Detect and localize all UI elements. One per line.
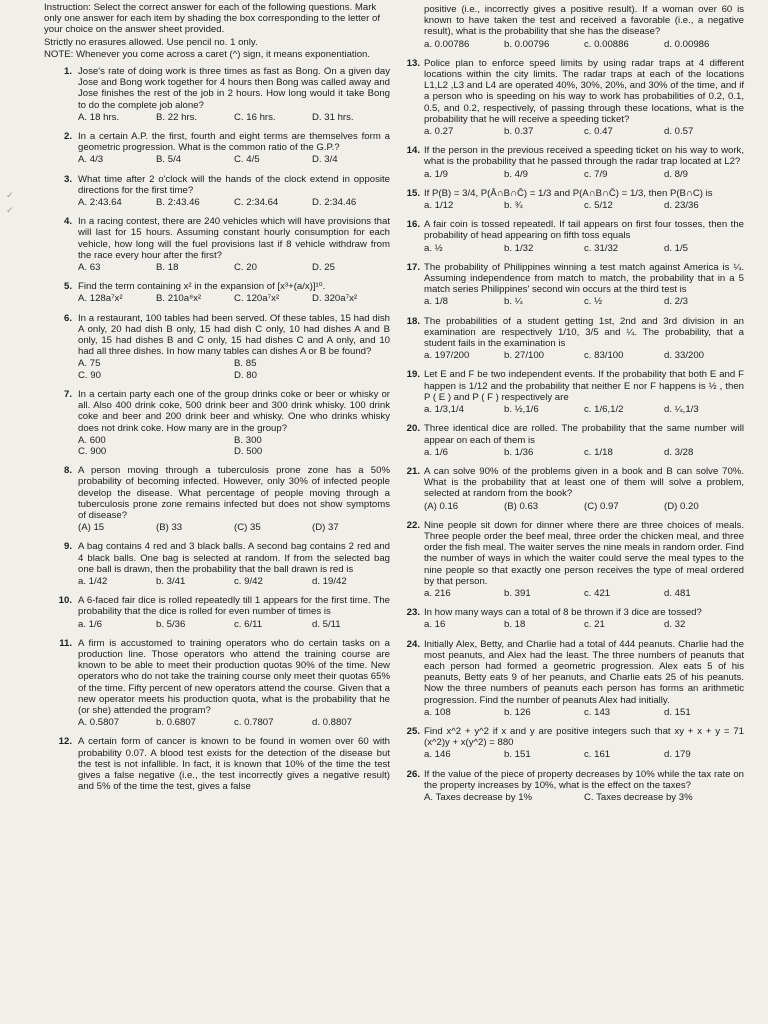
question-text: If P(B) = 3/4, P(Ā∩B∩C̄) = 1/3 and P(A∩B∩C̄) = 1/3, then P(B∩C) is xyxy=(424,187,713,199)
answer-choice: a. 1/6 xyxy=(424,446,449,458)
answer-choices xyxy=(424,447,744,458)
question-item xyxy=(404,316,744,362)
answer-choice: (B) 33 xyxy=(156,522,183,534)
question-item xyxy=(404,423,744,458)
answer-choices xyxy=(424,39,744,50)
answer-choice: c. 7/9 xyxy=(584,168,608,180)
answer-choice: C. 120a⁷x² xyxy=(234,293,280,305)
answer-choice: a. 146 xyxy=(424,749,451,761)
left-question-list xyxy=(44,66,390,792)
right-column xyxy=(404,0,744,811)
answer-choices xyxy=(78,576,390,587)
answer-choice: c. 143 xyxy=(584,706,611,718)
question-item xyxy=(404,58,744,137)
answer-choices xyxy=(78,112,390,123)
question-number: 1. xyxy=(63,66,72,78)
answer-choice: b. 5/36 xyxy=(156,618,186,630)
answer-choices xyxy=(424,296,744,307)
answer-choice: d. 1/5 xyxy=(664,242,689,254)
answer-choice: a. 0.00786 xyxy=(424,38,470,50)
question-number: 5. xyxy=(63,281,72,293)
answer-choice: c. 31/32 xyxy=(584,242,619,254)
instruction-line: Instruction: Select the correct answer for each of the following questions. Mark only one answer for each item by shading the box corresponding to the letter of your choice on the answer sheet provided. xyxy=(44,2,380,36)
answer-choice: c. 0.00886 xyxy=(584,38,629,50)
question-number: 26. xyxy=(406,768,420,780)
answer-choice: C. 2:34.64 xyxy=(234,197,279,209)
question-text: A fair coin is tossed repeatedl. If tail appears on first four tosses, then the probability of head appearing on fifth toss equals xyxy=(424,219,744,242)
right-question-list xyxy=(404,4,744,803)
answer-choice: d. 179 xyxy=(664,749,691,761)
answer-choice: a. ½ xyxy=(424,242,443,254)
question-item xyxy=(404,466,744,512)
question-item xyxy=(44,595,390,630)
question-item xyxy=(404,639,744,718)
question-item xyxy=(44,174,390,209)
left-column xyxy=(44,0,390,800)
question-number: 12. xyxy=(58,736,72,748)
answer-choice: b. ¾ xyxy=(504,200,523,212)
answer-choice: c. 1/6,1/2 xyxy=(584,404,624,416)
answer-choices xyxy=(78,262,390,273)
question-text: In a certain party each one of the group drinks coke or beer or whisky or all. Also 400 drink coke, 500 drink beer and 300 drink whisky. 100 drink coke and beer and 200 drink beer and whisky. One who drinks whisky does not drink coke. How many are in the group? xyxy=(78,388,390,434)
answer-choice: d. 3/28 xyxy=(664,446,694,458)
question-number: 20. xyxy=(406,423,420,435)
answer-choice: (A) 0.16 xyxy=(424,500,459,512)
question-number: 16. xyxy=(406,219,420,231)
answer-choice: a. 1/8 xyxy=(424,296,449,308)
question-number: 22. xyxy=(406,519,420,531)
question-number: 25. xyxy=(406,725,420,737)
answer-choice: A. 18 hrs. xyxy=(78,111,120,123)
answer-choice: C. 16 hrs. xyxy=(234,111,276,123)
answer-choices xyxy=(424,588,744,599)
question-number: 9. xyxy=(63,541,72,553)
question-text: Initially Alex, Betty, and Charlie had a total of 444 peanuts. Charlie had the most peanuts, and Alex had the least. The three numbers of peanuts that each person had formed a geometric progression. Alex eats 5 of his peanuts, Betty eats 9 of her peanuts, and Charlie eats 25 of his peanuts. Now the three numbers of peanuts each person has forms an arithmetic progression. Find the number of peanuts Alex had initially. xyxy=(424,638,744,706)
answer-choice: D. 320a⁷x² xyxy=(312,293,358,305)
answer-choice: d. 19/42 xyxy=(312,575,347,587)
question-item xyxy=(404,369,744,415)
answer-choice: b. 0.00796 xyxy=(504,38,550,50)
answer-choice: D. 2:34.46 xyxy=(312,197,357,209)
answer-choice: c. 83/100 xyxy=(584,350,624,362)
answer-choice: A. 0.5807 xyxy=(78,717,120,729)
answer-choice: B. 22 hrs. xyxy=(156,111,198,123)
answer-choice: d. 151 xyxy=(664,706,691,718)
answer-choice: c. 5/12 xyxy=(584,200,613,212)
answer-choice: D. 3/4 xyxy=(312,154,338,166)
answer-choice: a. 1/42 xyxy=(78,575,108,587)
question-number: 4. xyxy=(63,216,72,228)
answer-choice: C. 4/5 xyxy=(234,154,260,166)
answer-choices xyxy=(424,707,744,718)
question-item xyxy=(404,769,744,804)
question-number: 2. xyxy=(63,131,72,143)
answer-choice: d. 5/11 xyxy=(312,618,341,630)
answer-choice: b. 1/32 xyxy=(504,242,534,254)
answer-choice: d. 481 xyxy=(664,587,691,599)
question-item xyxy=(44,216,390,273)
answer-choice: (C) 35 xyxy=(234,522,261,534)
answer-choice: C. 20 xyxy=(234,262,257,274)
answer-choice: a. 108 xyxy=(424,706,451,718)
answer-choice: a. 1/9 xyxy=(424,168,449,180)
answer-choice: c. 21 xyxy=(584,619,605,631)
question-item xyxy=(404,607,744,630)
question-item xyxy=(44,736,390,792)
question-item xyxy=(44,638,390,729)
instruction-line: NOTE: Whenever you come across a caret (^) sign, it means exponentiation. xyxy=(44,48,371,60)
question-number: 11. xyxy=(59,637,72,649)
answer-choices xyxy=(78,717,390,728)
answer-choices xyxy=(424,350,744,361)
question-number: 8. xyxy=(63,465,72,477)
answer-choice: A. 128a⁷x² xyxy=(78,293,123,305)
answer-choice: b. 391 xyxy=(504,587,531,599)
answer-choice: (D) 0.20 xyxy=(664,500,699,512)
question-text: A bag contains 4 red and 3 black balls. A second bag contains 2 red and 4 black balls. One bag is selected at random. If from the selected bag one ball is drawn, then the probability that the ball drawn is red is xyxy=(78,541,390,575)
answer-choices xyxy=(424,243,744,254)
answer-choice: B. 210a⁸x² xyxy=(156,293,202,305)
answer-choice: (C) 0.97 xyxy=(584,500,619,512)
question-number: 18. xyxy=(406,315,420,327)
question-number: 3. xyxy=(63,173,72,185)
question-number: 23. xyxy=(406,607,420,619)
answer-choice: B. 5/4 xyxy=(156,154,182,166)
question-text: Find x^2 + y^2 if x and y are positive integers such that xy + x + y = 71 (x^2)y + x(y^2) = 880 xyxy=(424,725,744,749)
answer-choice: b. ¼ xyxy=(504,296,523,308)
question-text: If the person in the previous received a speeding ticket on his way to work, what is the probability that he passed through the radar trap located at L2? xyxy=(424,145,744,168)
answer-choice: c. 6/11 xyxy=(234,618,263,630)
question-item xyxy=(44,66,390,123)
answer-choice: B. 2:43.46 xyxy=(156,197,200,209)
question-number: 10. xyxy=(58,595,72,607)
answer-choice: b. 126 xyxy=(504,706,531,718)
instructions xyxy=(44,2,390,60)
answer-choice: c. ½ xyxy=(584,296,603,308)
question-item xyxy=(404,145,744,180)
question-text: The probability of Philippines winning a test match against America is ¼. Assuming independence from match to match, the probability that in a 5 match series Philippines' second win occurs at the third test is xyxy=(424,261,744,296)
margin-scribble: ✓ xyxy=(6,205,14,215)
question-text: Find the term containing x² in the expansion of [x³+(a/x)]¹⁰. xyxy=(78,281,326,293)
answer-choices xyxy=(424,126,744,137)
answer-choice: a. 0.27 xyxy=(424,126,454,138)
question-text: The probabilities of a student getting 1st, 2nd and 3rd division in an examination are respectively 1/10, 3/5 and ¼. The probability, that a student fails in the examination is xyxy=(424,315,744,350)
answer-choice: a. 216 xyxy=(424,587,451,599)
question-item xyxy=(404,219,744,254)
question-text: In a racing contest, there are 240 vehicles which will have provisions that will last for 15 hours. Assuming constant hourly consumption for each vehicle, how long will the fuel provisions last if 8 vehicle withdraw from the race every hour after the first? xyxy=(78,216,390,261)
answer-choices xyxy=(78,358,390,380)
answer-choice: b. 3/41 xyxy=(156,575,186,587)
question-text: In how many ways can a total of 8 be thrown if 3 dice are tossed? xyxy=(424,607,702,619)
answer-choice: d. 33/200 xyxy=(664,350,705,362)
question-number: 21. xyxy=(406,465,420,477)
answer-choices xyxy=(78,435,390,457)
answer-choice: c. 9/42 xyxy=(234,575,263,587)
question-text: A 6-faced fair dice is rolled repeatedly till 1 appears for the first time. The probability that the dice is rolled for even number of times is xyxy=(78,595,390,618)
answer-choices xyxy=(424,749,744,760)
question-number: 14. xyxy=(406,145,420,157)
answer-choice: D. 25 xyxy=(312,262,335,274)
answer-choice: d. ¼,1/3 xyxy=(664,404,699,416)
question-number: 6. xyxy=(63,312,72,324)
question-item xyxy=(44,389,390,457)
question-item xyxy=(404,4,744,50)
answer-choice: c. 161 xyxy=(584,749,611,761)
answer-choices xyxy=(424,404,744,415)
answer-choices xyxy=(424,501,744,512)
answer-choices xyxy=(78,619,390,630)
answer-choice: C. 90 xyxy=(78,369,101,381)
answer-choice: A. 600 xyxy=(78,434,106,446)
question-text: A can solve 90% of the problems given in a book and B can solve 70%. What is the probability that at least one of them will solve a problem, selected at random from the book? xyxy=(424,465,744,500)
question-item xyxy=(44,131,390,166)
answer-choices xyxy=(78,197,390,208)
question-item xyxy=(44,281,390,304)
question-text: In a restaurant, 100 tables had been served. Of these tables, 15 had dish A only, 20 had dish B only, 15 had dish C only, 10 had dishes A and B only, 15 had dishes B and C only, 15 had dishes C and A only, and 10 had all three dishes. In how many tables can dishes A or B be found? xyxy=(78,312,390,358)
answer-choice: A. 63 xyxy=(78,262,101,274)
answer-choice: d. 23/36 xyxy=(664,200,699,212)
question-text: What time after 2 o'clock will the hands of the clock extend in opposite directions for the first time? xyxy=(78,173,390,196)
answer-choice: c. 421 xyxy=(584,587,611,599)
answer-choice: a. 1/6 xyxy=(78,618,103,630)
question-number: 7. xyxy=(63,388,72,400)
question-number: 17. xyxy=(406,261,420,273)
answer-choice: d. 0.8807 xyxy=(312,717,353,729)
answer-choice: a. 197/200 xyxy=(424,350,470,362)
question-number: 13. xyxy=(406,57,420,69)
question-text: Nine people sit down for dinner where there are three choices of meals. Three people order the beef meal, three order the chicken meal, and three order the fish meal. The waiter serves the nine meals in random order. Find the number of ways in which the waiter could serve the meal types to the nine people so that exactly one person receives the type of meal ordered by that person. xyxy=(424,519,744,587)
answer-choice: b. 0.37 xyxy=(504,126,534,138)
answer-choices xyxy=(78,522,390,533)
answer-choice: c. 0.7807 xyxy=(234,717,274,729)
question-item xyxy=(404,520,744,599)
answer-choice: b. 0.6807 xyxy=(156,717,197,729)
answer-choice: d. 8/9 xyxy=(664,168,689,180)
answer-choice: D. 80 xyxy=(234,369,257,381)
answer-choice: a. 16 xyxy=(424,619,446,631)
answer-choice: b. 1/36 xyxy=(504,446,534,458)
answer-choice: b. 151 xyxy=(504,749,531,761)
answer-choice: B. 85 xyxy=(234,358,257,370)
answer-choice: (B) 0.63 xyxy=(504,500,539,512)
question-item xyxy=(404,262,744,308)
answer-choice: d. 0.57 xyxy=(664,126,694,138)
answer-choices xyxy=(424,792,744,803)
answer-choices xyxy=(78,293,390,304)
answer-choice: d. 0.00986 xyxy=(664,38,710,50)
question-text: In a certain A.P. the first, fourth and eight terms are themselves form a geometric progression. What is the common ratio of the G.P.? xyxy=(78,131,390,154)
answer-choice: a. 1/3,1/4 xyxy=(424,404,465,416)
answer-choice: d. 2/3 xyxy=(664,296,689,308)
question-text: Police plan to enforce speed limits by using radar traps at 4 different locations within the city limits. The radar traps at each of the locations L1,L2 ,L3 and L4 are operated 40%, 30%, 20%, and 30% of the time, and if a person who is speeding on his way to work has probabilities of 0.2, 0.1, 0.5, and 0.2, respectively, of passing through these locations, what is the probability that he will receive a speeding ticket? xyxy=(424,57,744,125)
answer-choice: C. Taxes decrease by 3% xyxy=(584,791,693,803)
answer-choice: A. 75 xyxy=(78,358,101,370)
question-text: A certain form of cancer is known to be found in women over 60 with probability 0.07. A blood test exists for the detection of the disease but the test is not infallible. In fact, it is known that 10% of the time the test gives a false negative (i.e., the test incorrectly gives a negative result) and 5% of the time the test, gives a false xyxy=(78,736,390,793)
question-number: 24. xyxy=(406,638,420,650)
answer-choices xyxy=(78,154,390,165)
question-item xyxy=(404,188,744,211)
question-number: 19. xyxy=(406,369,420,381)
answer-choices xyxy=(424,619,744,630)
answer-choice: D. 500 xyxy=(234,445,263,457)
answer-choice: b. 18 xyxy=(504,619,526,631)
question-text: Three identical dice are rolled. The probability that the same number will appear on each of them is xyxy=(424,423,744,446)
answer-choices xyxy=(424,200,744,211)
answer-choice: c. 0.47 xyxy=(584,126,613,138)
question-text: If the value of the piece of property decreases by 10% while the tax rate on the property increases by 10%, what is the effect on the taxes? xyxy=(424,768,744,791)
question-item xyxy=(404,726,744,761)
question-text: Let E and F be two independent events. If the probability that both E and F happen is 1/12 and the probability that neither E nor F happens is ½ , then P ( E ) and P ( F ) respectively are xyxy=(424,369,744,403)
answer-choice: B. 300 xyxy=(234,434,262,446)
question-text: Jose's rate of doing work is three times as fast as Bong. On a given day Jose and Bong work together for 4 hours then Bong was called away and Jose finishes the rest of the job in 2 hours. How long would it take Bong to do the complete job alone? xyxy=(78,66,390,111)
answer-choice: a. 1/12 xyxy=(424,200,454,212)
margin-scribble: ✓ xyxy=(6,190,14,200)
answer-choice: (D) 37 xyxy=(312,522,339,534)
question-text: A firm is accustomed to training operators who do certain tasks on a production line. Those operators who attend the training course are known to be able to meet their production quotas 90% of the time. New operators who do not take the training course only meet their quotas 65% of the time. Fifty percent of new operators attend the course. Given that a new operator meets his production quota, what is the probability that he (or she) attended the program? xyxy=(78,637,390,716)
answer-choice: A. 4/3 xyxy=(78,154,104,166)
answer-choice: d. 32 xyxy=(664,619,686,631)
answer-choice: D. 31 hrs. xyxy=(312,111,354,123)
question-item xyxy=(44,313,390,381)
answer-choice: b. ½,1/6 xyxy=(504,404,539,416)
answer-choice: b. 27/100 xyxy=(504,350,545,362)
answer-choices xyxy=(424,169,744,180)
instruction-line: Strictly no erasures allowed. Use pencil no. 1 only. xyxy=(44,36,258,48)
question-number: 15. xyxy=(406,187,420,199)
answer-choice: C. 900 xyxy=(78,445,107,457)
answer-choice: B. 18 xyxy=(156,262,179,274)
answer-choice: A. 2:43.64 xyxy=(78,197,122,209)
answer-choice: b. 4/9 xyxy=(504,168,529,180)
answer-choice: (A) 15 xyxy=(78,522,105,534)
question-text: A person moving through a tuberculosis prone zone has a 50% probability of becoming infected. However, only 30% of infected people develop the disease. What percentage of people moving through a tuberculosis prone zone remains infected but does not show symptoms of disease? xyxy=(78,465,390,521)
question-item xyxy=(44,465,390,533)
question-text: positive (i.e., incorrectly gives a positive result). If a woman over 60 is known to have taken the test and received a favorable (i.e., a negative result), what is the probability that she has the disease? xyxy=(424,4,744,38)
answer-choice: A. Taxes decrease by 1% xyxy=(424,791,533,803)
answer-choice: c. 1/18 xyxy=(584,446,613,458)
question-item xyxy=(44,541,390,587)
